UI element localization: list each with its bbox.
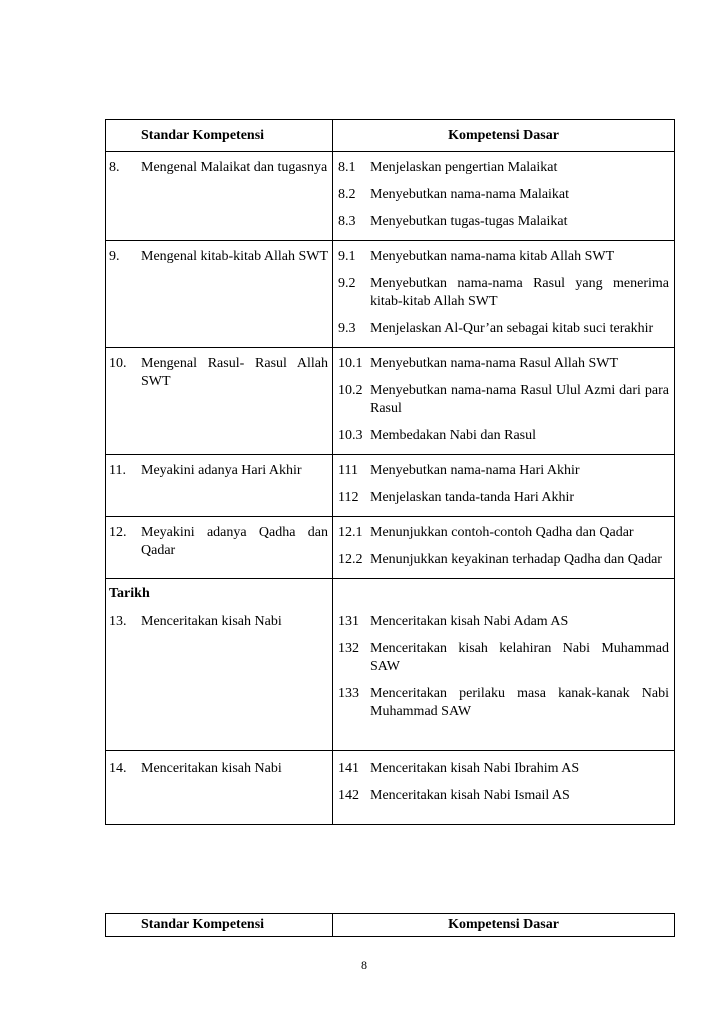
continuation-table-header	[105, 913, 675, 937]
kd-item	[338, 275, 669, 311]
sk-cell	[106, 348, 332, 391]
kd-number: 9.1	[338, 249, 356, 264]
table-row	[106, 455, 675, 517]
sk-text: Mengenal Malaikat dan tugasnya	[141, 160, 328, 175]
kd-item	[338, 355, 669, 373]
kd-text: Menceritakan kisah Nabi Ibrahim AS	[370, 761, 580, 776]
kd-number: 8.2	[338, 187, 356, 202]
kd-number: 10.3	[338, 428, 363, 443]
kd-list	[333, 579, 674, 750]
kd-list	[333, 455, 674, 507]
header-kompetensi-dasar: Kompetensi Dasar	[333, 914, 675, 937]
kd-number: 8.1	[338, 160, 356, 175]
kd-item	[338, 551, 669, 569]
kd-text: Menyebutkan nama-nama Rasul Allah SWT	[370, 356, 619, 371]
kd-number: 10.1	[338, 356, 363, 371]
kd-item	[338, 427, 669, 445]
sk-text: Menceritakan kisah Nabi	[141, 761, 282, 776]
kd-number: 112	[338, 490, 359, 505]
kd-text: Menyebutkan nama-nama Rasul Ulul Azmi dari para Rasul	[370, 383, 669, 416]
kd-text: Menunjukkan keyakinan terhadap Qadha dan Qadar	[370, 552, 662, 567]
header-standar-kompetensi: Standar Kompetensi	[106, 120, 333, 152]
page-number: 8	[361, 958, 367, 972]
kd-text: Menjelaskan Al-Qur’an sebagai kitab suci terakhir	[370, 321, 654, 336]
kd-list	[333, 152, 674, 231]
kd-text: Menceritakan perilaku masa kanak-kanak Nabi Muhammad SAW	[370, 686, 669, 719]
kd-list	[333, 751, 674, 824]
kd-text: Menyebutkan nama-nama kitab Allah SWT	[370, 249, 615, 264]
kd-text: Menceritakan kisah Nabi Ismail AS	[370, 788, 570, 803]
kd-list	[333, 348, 674, 445]
header-kompetensi-dasar: Kompetensi Dasar	[333, 120, 675, 152]
sk-text: Meyakini adanya Qadha dan Qadar	[141, 525, 328, 558]
kd-list	[333, 241, 674, 338]
kd-item	[338, 760, 669, 778]
kd-number: 132	[338, 641, 359, 656]
kd-text: Membedakan Nabi dan Rasul	[370, 428, 537, 443]
kd-item	[338, 186, 669, 204]
kd-number: 12.2	[338, 552, 363, 567]
sk-text: Menceritakan kisah Nabi	[141, 614, 282, 629]
kd-text: Menceritakan kisah Nabi Adam AS	[370, 614, 569, 629]
table-header-row	[106, 914, 675, 937]
kd-item	[338, 524, 669, 542]
kd-list	[333, 517, 674, 569]
kd-number: 142	[338, 788, 359, 803]
kd-item	[338, 489, 669, 507]
sk-cell	[106, 517, 332, 560]
kd-item	[338, 248, 669, 266]
sk-number: 10.	[109, 356, 127, 371]
sk-number: 8.	[109, 160, 120, 175]
kd-item	[338, 159, 669, 177]
table-row	[106, 579, 675, 751]
kd-text: Menyebutkan nama-nama Rasul yang menerima kitab-kitab Allah SWT	[370, 276, 669, 309]
sk-number: 11.	[109, 463, 126, 478]
kd-item	[338, 640, 669, 676]
kd-item	[338, 382, 669, 418]
table-row	[106, 152, 675, 241]
kd-number: 141	[338, 761, 359, 776]
kd-item	[338, 787, 669, 805]
sk-cell	[106, 455, 332, 480]
sk-cell	[106, 152, 332, 177]
table-header-row	[106, 120, 675, 152]
kd-item	[338, 685, 669, 721]
table-row	[106, 751, 675, 825]
kd-number: 9.2	[338, 276, 356, 291]
kd-item	[338, 320, 669, 338]
kd-number: 8.3	[338, 214, 356, 229]
kd-number: 10.2	[338, 383, 363, 398]
kd-number: 9.3	[338, 321, 356, 336]
kd-text: Menjelaskan pengertian Malaikat	[370, 160, 558, 175]
kd-item	[338, 213, 669, 231]
kd-text: Menyebutkan tugas-tugas Malaikat	[370, 214, 568, 229]
table-row	[106, 348, 675, 455]
table-row	[106, 517, 675, 579]
kd-text: Menyebutkan nama-nama Malaikat	[370, 187, 570, 202]
competency-table	[105, 119, 675, 825]
section-heading-tarikh: Tarikh	[109, 586, 150, 601]
sk-cell	[106, 751, 332, 778]
sk-number: 13.	[109, 614, 127, 629]
sk-text: Meyakini adanya Hari Akhir	[141, 463, 302, 478]
sk-number: 9.	[109, 249, 120, 264]
kd-text: Menceritakan kisah kelahiran Nabi Muhammad SAW	[370, 641, 669, 674]
kd-text: Menunjukkan contoh-contoh Qadha dan Qadar	[370, 525, 634, 540]
sk-text: Mengenal Rasul- Rasul Allah SWT	[141, 356, 328, 389]
sk-text: Mengenal kitab-kitab Allah SWT	[141, 249, 329, 264]
sk-number: 12.	[109, 525, 127, 540]
sk-cell	[106, 605, 332, 631]
kd-number: 131	[338, 614, 359, 629]
kd-number: 12.1	[338, 525, 363, 540]
sk-cell	[106, 241, 332, 266]
kd-number: 111	[338, 463, 358, 478]
kd-text: Menjelaskan tanda-tanda Hari Akhir	[370, 490, 575, 505]
kd-item	[338, 613, 669, 631]
kd-text: Menyebutkan nama-nama Hari Akhir	[370, 463, 580, 478]
header-standar-kompetensi: Standar Kompetensi	[106, 914, 333, 937]
kd-item	[338, 462, 669, 480]
kd-number: 133	[338, 686, 359, 701]
table-row	[106, 241, 675, 348]
sk-number: 14.	[109, 761, 127, 776]
